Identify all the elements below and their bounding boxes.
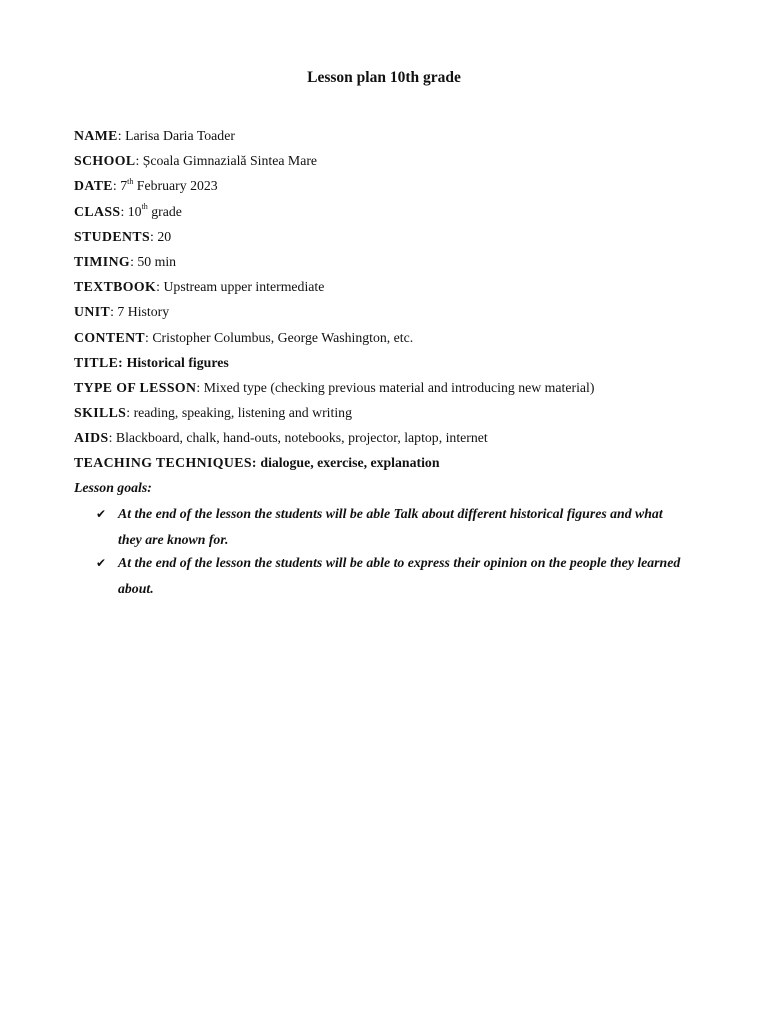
field-school bbox=[74, 151, 714, 176]
field-key: TITLE: bbox=[74, 354, 124, 370]
field-textbook bbox=[74, 277, 714, 302]
field-key: AIDS bbox=[74, 430, 109, 446]
field-separator: : bbox=[108, 430, 113, 446]
field-value: reading, speaking, listening and writing bbox=[133, 405, 352, 421]
grade-word: grade bbox=[147, 203, 182, 219]
field-type-of-lesson bbox=[74, 378, 714, 403]
lesson-details bbox=[74, 126, 714, 479]
field-key: TEXTBOOK bbox=[74, 279, 157, 295]
field-key: TEACHING TECHNIQUES: bbox=[74, 455, 257, 471]
field-key: STUDENTS bbox=[74, 228, 151, 244]
field-key: DATE bbox=[74, 178, 113, 194]
field-separator: : bbox=[130, 253, 134, 269]
field-value: dialogue, exercise, explanation bbox=[260, 455, 440, 471]
field-value: Larisa Daria Toader bbox=[125, 128, 235, 143]
list-item bbox=[96, 550, 686, 602]
field-value: Blackboard, chalk, hand-outs, notebooks, projector, laptop, internet bbox=[115, 430, 488, 446]
field-separator: : bbox=[117, 128, 122, 143]
document-title: Lesson plan 10th grade bbox=[307, 69, 461, 86]
field-title bbox=[74, 353, 714, 378]
goal-text: At the end of the lesson the students will be able to express their opinion on the people they learned about. bbox=[118, 555, 681, 596]
field-value: 20 bbox=[157, 228, 172, 244]
field-separator: : bbox=[110, 304, 114, 320]
field-value: Upstream upper intermediate bbox=[163, 279, 325, 295]
field-key: UNIT bbox=[74, 304, 111, 320]
field-separator: : bbox=[112, 178, 117, 194]
field-skills bbox=[74, 403, 714, 428]
day-number: 7 bbox=[120, 178, 128, 194]
lesson-goals-heading: Lesson goals: bbox=[74, 480, 152, 495]
field-separator: : bbox=[135, 153, 140, 169]
checkmark-icon: ✔ bbox=[96, 556, 107, 570]
field-aids bbox=[74, 428, 714, 453]
field-students bbox=[74, 227, 714, 252]
field-name bbox=[74, 126, 714, 151]
month-year: February 2023 bbox=[133, 178, 218, 194]
ordinal-suffix: th bbox=[127, 176, 134, 186]
field-separator: : bbox=[156, 279, 161, 295]
field-separator: : bbox=[126, 405, 131, 421]
field-separator: : bbox=[145, 329, 149, 345]
field-value: 50 min bbox=[137, 253, 177, 269]
list-item bbox=[96, 501, 686, 553]
field-key: CONTENT bbox=[74, 329, 146, 345]
field-class bbox=[74, 202, 714, 227]
field-content bbox=[74, 328, 714, 353]
field-unit bbox=[74, 302, 714, 327]
grade-number: 10 bbox=[127, 203, 142, 219]
field-value: Școala Gimnazială Sintea Mare bbox=[142, 153, 318, 169]
field-value bbox=[120, 178, 217, 193]
field-value: 7 History bbox=[117, 304, 170, 320]
field-value: Cristopher Columbus, George Washington, etc. bbox=[152, 329, 414, 345]
field-separator: : bbox=[150, 228, 154, 244]
checkmark-icon: ✔ bbox=[96, 507, 107, 521]
field-key: TYPE OF LESSON bbox=[74, 379, 197, 395]
goal-text: At the end of the lesson the students will be able Talk about different historical figures and what they are known for. bbox=[118, 506, 663, 547]
field-separator: : bbox=[120, 203, 125, 219]
field-key: SKILLS bbox=[74, 405, 127, 421]
field-separator: : bbox=[196, 379, 201, 395]
field-value: Mixed type (checking previous material and introducing new material) bbox=[203, 379, 595, 395]
field-key: CLASS bbox=[74, 203, 121, 219]
field-date bbox=[74, 176, 714, 201]
field-value bbox=[127, 201, 182, 219]
field-key: TIMING bbox=[74, 253, 131, 269]
field-key: SCHOOL bbox=[74, 153, 136, 169]
field-value: Historical figures bbox=[126, 354, 229, 370]
lesson-goals-list bbox=[96, 504, 686, 602]
field-timing bbox=[74, 252, 714, 277]
field-teaching-techniques bbox=[74, 453, 714, 478]
ordinal-suffix: th bbox=[141, 201, 148, 211]
field-key: NAME bbox=[74, 128, 118, 143]
